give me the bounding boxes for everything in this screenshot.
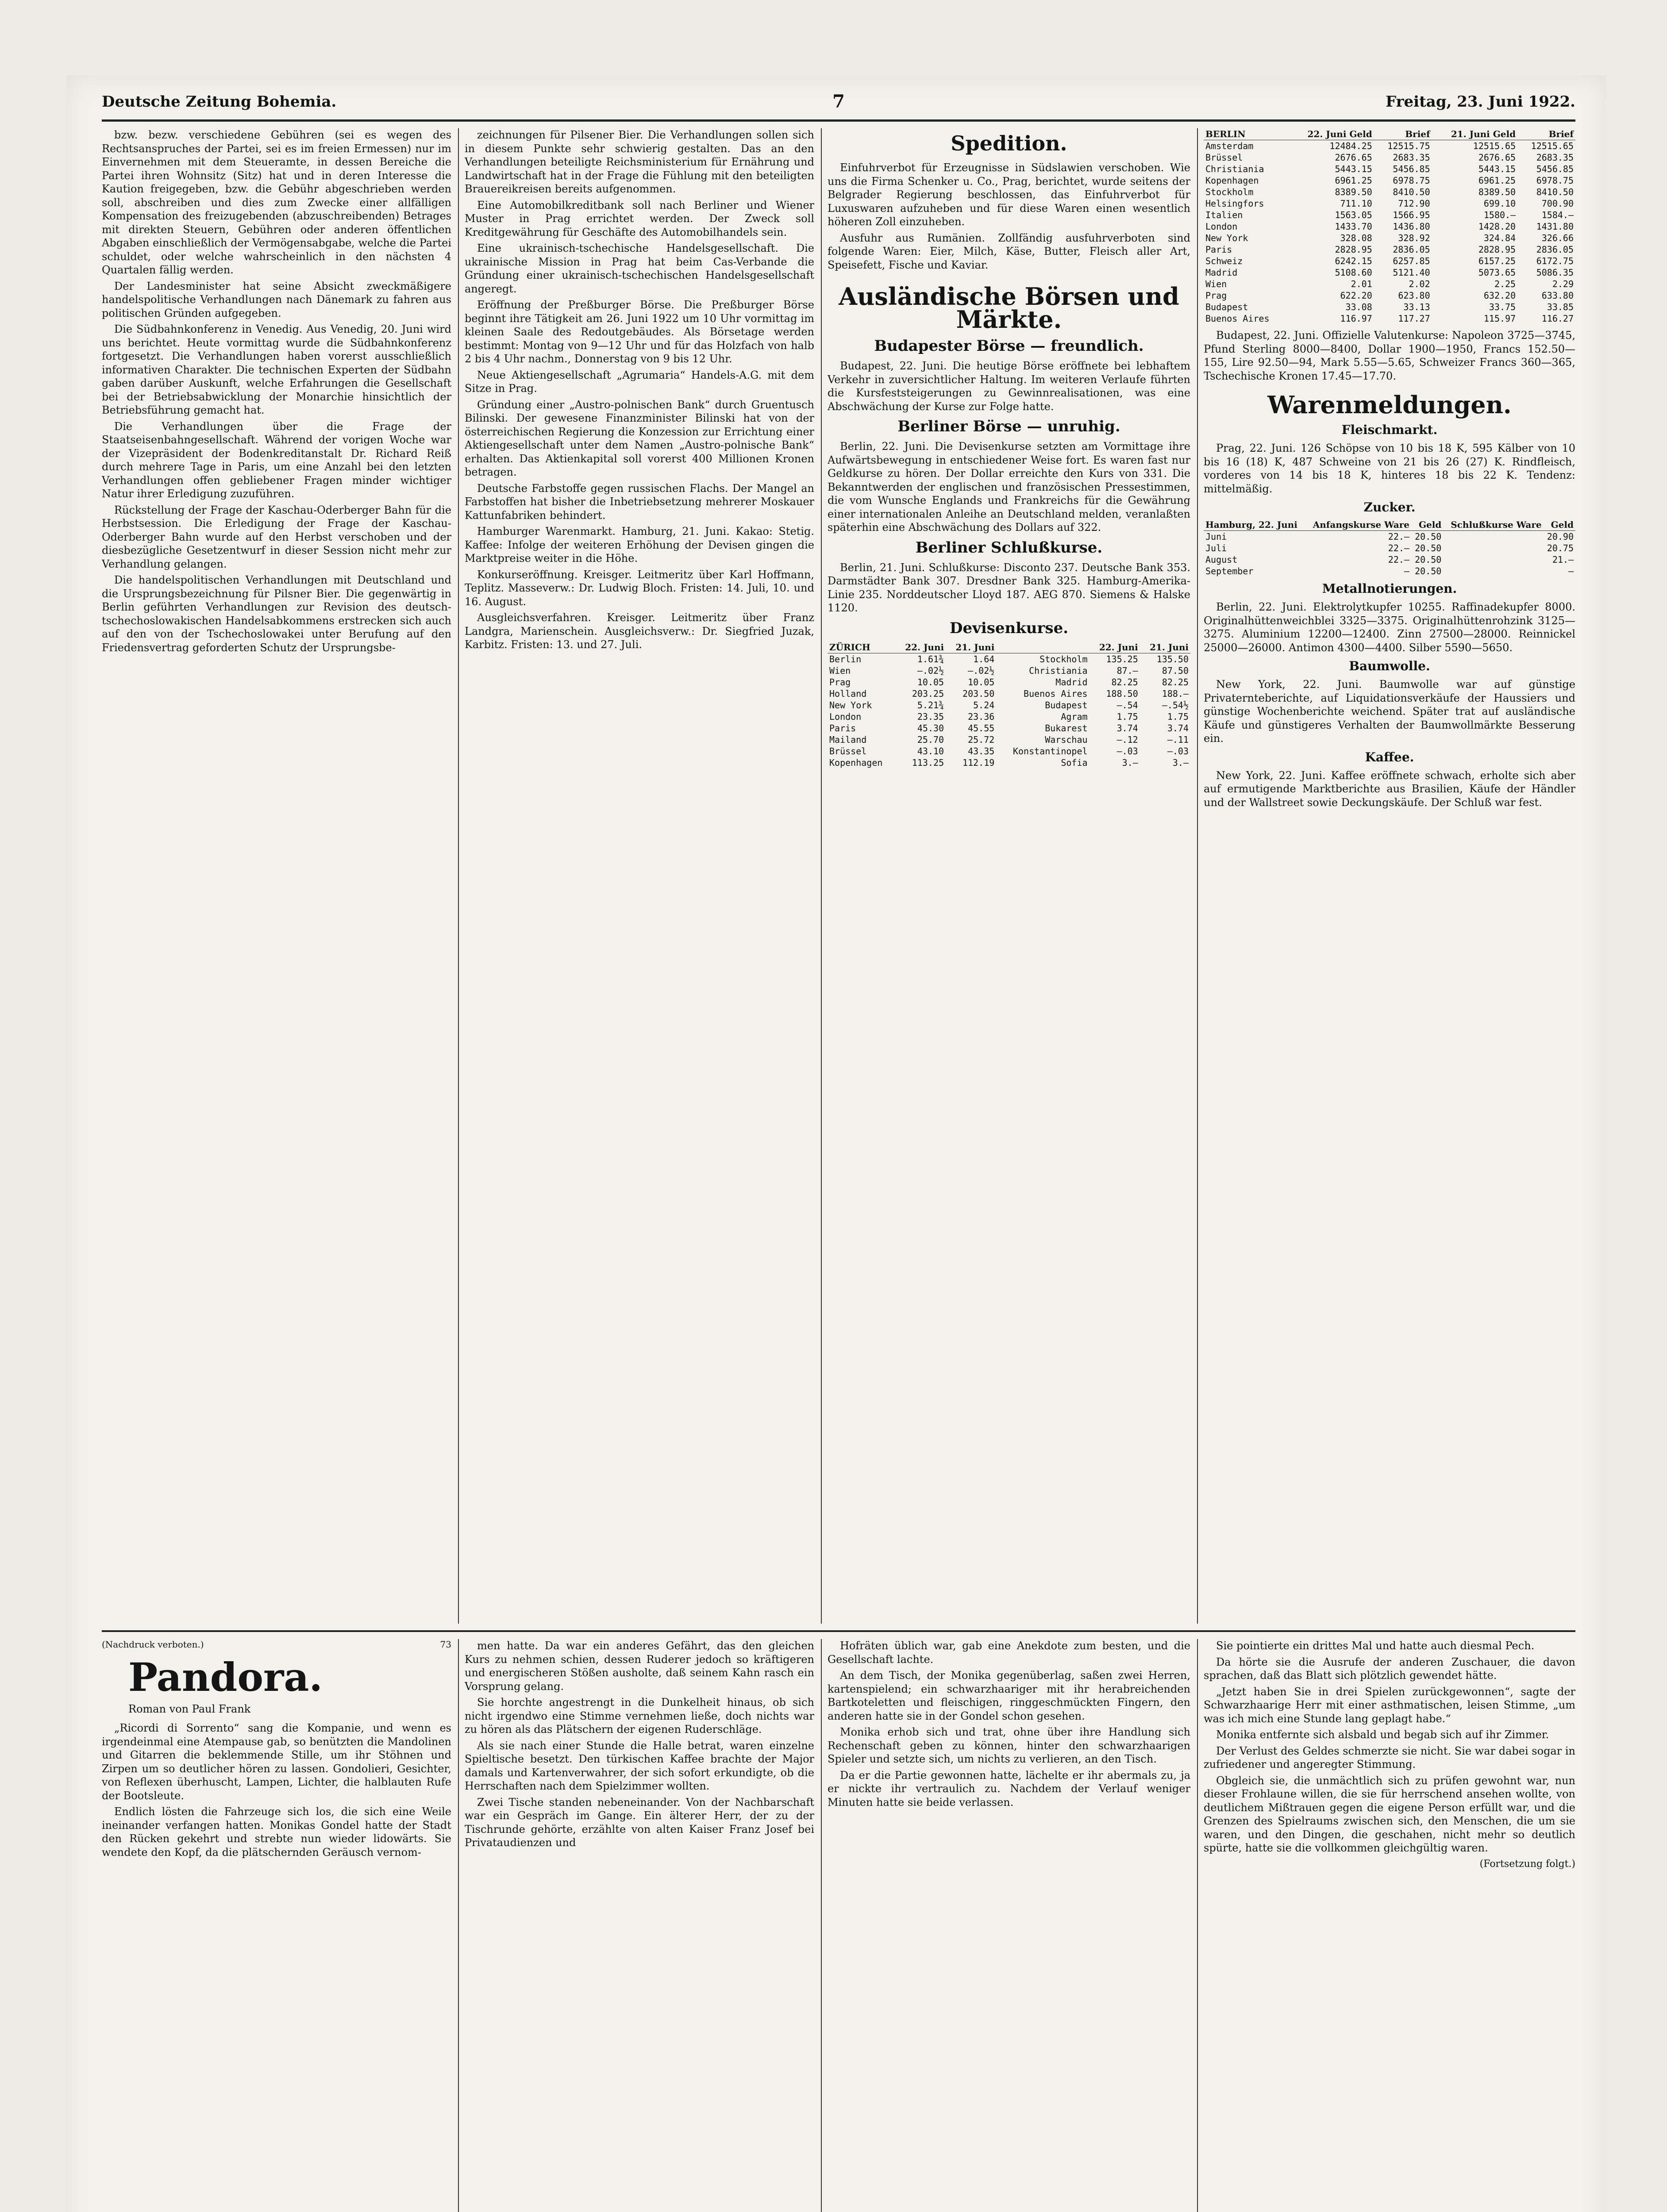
- table-row: [828, 665, 1190, 676]
- novel-paragraph: Obgleich sie, die unmächtlich sich zu prüfen gewohnt war, nun dieser Frohlaune willen, die sie für herrschend ansehen wollte, von deutlichem Mißtrauen gegen die eigene Person erfüllt war, und die Grenzen des Spielraums zwischen sich, den Menschen, die um sie waren, und den Dingen, die geschahen, nicht mehr so deutlich spürte, hatte sie die vollkommen gleichgültig waren.: [1204, 1774, 1575, 1854]
- novel-paragraph: Sie horchte angestrengt in die Dunkelheit hinaus, ob sich nicht irgendwo eine Stimme vernehmen ließe, doch nichts war zu hören als das Plätschern der eigenen Ruderschläge.: [465, 1696, 814, 1736]
- novel-paragraph: Endlich lösten die Fahrzeuge sich los, die sich eine Weile ineinander verfangen hatten. Monikas Gondel hatte der Stadt den Rücken gekehrt und strebte nun wieder lidowärts. Sie wendete den Kopf, da die plätschernden Geräusch vernom-: [102, 1805, 451, 1859]
- table-cell: 5108.60: [1335, 267, 1372, 278]
- table-cell: 633.80: [1541, 290, 1574, 301]
- continuation-note: (Fortsetzung folgt.): [1479, 1858, 1575, 1870]
- table-row: [1204, 209, 1575, 221]
- table-body: [828, 653, 1190, 768]
- table-cell: 711.10: [1340, 198, 1372, 209]
- table-row: [828, 722, 1190, 734]
- article-paragraph: Berlin, 22. Juni. Elektrolytkupfer 10255. Raffinadekupfer 8000. Originalhüttenweichblei 3325—3375. Originalhüttenrohzink 3125—3275. Aluminium 12200—12400. Zinn 27500—28000. Reinnickel 25000—26000. Antimon 4300—4400. Silber 5590—5650.: [1204, 601, 1575, 654]
- novel-paragraph: Sie pointierte ein drittes Mal und hatte auch diesmal Pech.: [1216, 1640, 1535, 1652]
- feuilleton-col-a: [102, 1639, 451, 2212]
- table-cell: 12515.65: [1531, 141, 1574, 151]
- table-cell: Amsterdam: [1205, 141, 1254, 151]
- table-cell: 20.50: [1415, 531, 1442, 542]
- table-cell: 2.25: [1494, 279, 1516, 289]
- table-header-row: [1204, 128, 1575, 140]
- table-cell: 1436.80: [1393, 221, 1430, 232]
- table-cell: 117.27: [1398, 313, 1430, 324]
- column-3: [828, 128, 1190, 1624]
- table-cell: 2683.35: [1393, 152, 1430, 163]
- table-cell: Holland: [829, 688, 867, 699]
- table-cell: Buenos Aires: [1024, 688, 1088, 699]
- table-cell: 6978.75: [1536, 175, 1574, 186]
- subheading: Budapester Börse — freundlich.: [874, 337, 1144, 355]
- column-rule: [1197, 128, 1198, 1624]
- table-cell: 43.35: [968, 745, 995, 757]
- table-cell: —.02½: [917, 665, 944, 676]
- table-cell: August: [1205, 554, 1238, 565]
- devisen-table: [828, 641, 1190, 768]
- table-row: [828, 653, 1190, 665]
- table-row: [828, 711, 1190, 722]
- table-cell: [1443, 554, 1543, 565]
- table-cell: 622.20: [1340, 290, 1372, 301]
- table-row: [1204, 221, 1575, 232]
- table-cell: 1566.95: [1393, 210, 1430, 220]
- column-rule: [821, 1639, 822, 2212]
- table-cell: —: [1404, 566, 1409, 576]
- column-rule: [458, 128, 459, 1624]
- page-number: 7: [832, 91, 845, 112]
- table-cell: 82.25: [1162, 676, 1189, 687]
- table-cell: 6978.75: [1393, 175, 1430, 186]
- table-cell: Christiania: [1205, 164, 1264, 174]
- table-cell: 87.—: [1116, 665, 1138, 676]
- table-cell: 8389.50: [1335, 187, 1372, 197]
- table-cell: New York: [1205, 233, 1248, 243]
- table-cell: 6961.25: [1478, 175, 1516, 186]
- table-cell: London: [1205, 221, 1238, 232]
- table-row: [1204, 565, 1575, 577]
- table-cell: 116.97: [1340, 313, 1372, 324]
- table-cell: London: [829, 711, 862, 722]
- table-cell: 115.97: [1483, 313, 1516, 324]
- table-header: BERLIN: [1204, 128, 1288, 140]
- article-paragraph: Prag, 22. Juni. 126 Schöpse von 10 bis 18 K, 595 Kälber von 10 bis 16 (18) K, 487 Schweine von 21 bis 26 (27) K. Rindfleisch, vorderes von 14 bis 18 K, hinteres 18 bis 22 K. Tendenz: mittelmäßig.: [1204, 442, 1575, 495]
- table-cell: Konstantinopel: [1013, 745, 1088, 757]
- table-row: [1204, 267, 1575, 278]
- table-cell: 12484.25: [1329, 141, 1372, 151]
- table-cell: [1443, 531, 1543, 543]
- table-cell: 2683.35: [1536, 152, 1574, 163]
- table-row: [1204, 290, 1575, 301]
- article-paragraph: Ausfuhr aus Rumänien. Zollfändig ausfuhrverboten sind folgende Waren: Eier, Milch, Käse, Butter, Fleisch aller Art, Speisefett, Fische und Kaviar.: [828, 231, 1190, 271]
- novel-paragraph: Da er die Partie gewonnen hatte, lächelte er ihr abermals zu, ja er nickte ihr vertraulich zu. Nachdem der Verlauf weniger Minuten hatte sie beide verlassen.: [828, 1769, 1190, 1809]
- table-cell: 25.70: [917, 734, 944, 745]
- table-cell: 20.50: [1415, 566, 1442, 576]
- table-cell: 712.90: [1398, 198, 1430, 209]
- table-row: [1204, 152, 1575, 163]
- table-header: 21. Juni: [946, 641, 996, 653]
- table-cell: 1431.80: [1536, 221, 1574, 232]
- table-row: [828, 688, 1190, 699]
- table-cell: Madrid: [1055, 676, 1088, 687]
- table-cell: 22.—: [1388, 531, 1409, 542]
- table-cell: Agram: [1061, 711, 1088, 722]
- feuilleton-col-d: [1204, 1639, 1575, 2212]
- table-cell: 135.50: [1156, 653, 1189, 664]
- article-paragraph: Neue Aktiengesellschaft „Agrumaria“ Handels-A.G. mit dem Sitze in Prag.: [465, 369, 814, 395]
- feuilleton-col-c: [828, 1639, 1190, 2212]
- table-cell: 113.25: [912, 757, 944, 768]
- article-paragraph: Eine ukrainisch-tschechische Handelsgesellschaft. Die ukrainische Mission in Prag hat beim Cas-Verbande die Gründung einer ukrainisch-tschechischen Handelsgesellschaft angeregt.: [465, 242, 814, 295]
- table-cell: 2.02: [1409, 279, 1430, 289]
- table-cell: 10.05: [917, 676, 944, 687]
- table-row: [1204, 531, 1575, 543]
- table-cell: 1.64: [973, 653, 995, 664]
- table-cell: 21.—: [1552, 554, 1574, 565]
- table-cell: 203.25: [912, 688, 944, 699]
- table-cell: 6172.75: [1536, 256, 1574, 266]
- table-cell: 45.30: [917, 722, 944, 733]
- table-cell: 6242.15: [1335, 256, 1372, 266]
- table-cell: 33.13: [1403, 302, 1430, 312]
- table-cell: —: [1568, 566, 1574, 576]
- article-paragraph: Die Südbahnkonferenz in Venedig. Aus Venedig, 20. Juni wird uns berichtet. Heute vormittag wurde die Südbahnkonferenz fortgesetzt. Die Verhandlungen haben vorerst ausschließlich informativen Charakter. Die technischen Experten der Südbahn gaben darüber Auskunft, welche Erfahrungen die Gesellschaft bei der Betriebsabwicklung der Monarchie hinsichtlich der Betriebsführung gemacht hat.: [102, 323, 451, 416]
- feuilleton-col-b: [465, 1639, 814, 2212]
- table-cell: Christiania: [1029, 665, 1088, 676]
- table-cell: 2676.65: [1478, 152, 1516, 163]
- column-4: [1204, 128, 1575, 1624]
- column-rule: [458, 1639, 459, 2212]
- table-row: [1204, 278, 1575, 290]
- table-cell: Madrid: [1205, 267, 1238, 278]
- table-body: [1204, 531, 1575, 577]
- table-row: [828, 699, 1190, 711]
- table-cell: 10.05: [968, 676, 995, 687]
- berlin-devisen-table: [1204, 128, 1575, 324]
- table-cell: 5.21¾: [917, 699, 944, 710]
- table-cell: 20.50: [1415, 554, 1442, 565]
- section-heading: Ausländische Börsen und Märkte.: [839, 282, 1179, 334]
- table-cell: Brüssel: [829, 745, 867, 757]
- novel-paragraph: „Ricordi di Sorrento“ sang die Kompanie, und wenn es irgendeinmal eine Atempause gab, so benützten die Mandolinen und Gitarren die beklemmende Stille, um ihr Stöhnen und Zirpen um so deutlicher hören zu lassen. Gondolieri, Gesichter, von Reflexen überhuscht, Lampen, Lichter, die halblauten Rufe der Bootsleute.: [102, 1722, 451, 1802]
- table-cell: —.02½: [968, 665, 995, 676]
- table-cell: Sofia: [1061, 757, 1088, 768]
- table-row: [1204, 198, 1575, 209]
- table-cell: 5073.65: [1478, 267, 1516, 278]
- table-cell: 3.—: [1172, 757, 1189, 768]
- subheading: Metallnotierungen.: [1322, 581, 1457, 596]
- table-cell: 2676.65: [1335, 152, 1372, 163]
- article-paragraph: Der Landesminister hat seine Absicht zweckmäßigere handelspolitische Verhandlungen nach Dänemark zu fahren aus politischen Gründen aufgegeben.: [102, 280, 451, 319]
- table-cell: 20.75: [1547, 543, 1574, 553]
- novel-paragraph: Hofräten üblich war, gab eine Anekdote zum besten, und die Gesellschaft lachte.: [828, 1640, 1190, 1666]
- table-cell: 8389.50: [1478, 187, 1516, 197]
- issue-date: Freitag, 23. Juni 1922.: [1386, 93, 1575, 111]
- table-header: ZÜRICH: [828, 641, 895, 653]
- novel-paragraph: Monika erhob sich und trat, ohne über ihre Handlung sich Rechenschaft geben zu können, hinter den schwarzhaarigen Spieler und setzte sich, um nichts zu verlieren, an den Tisch.: [828, 1726, 1190, 1765]
- table-row: [1204, 542, 1575, 554]
- table-cell: 1428.20: [1478, 221, 1516, 232]
- table-cell: 1.75: [1116, 711, 1138, 722]
- article-paragraph: Die handelspolitischen Verhandlungen mit Deutschland und die Ursprungsbezeichnung für Pilsner Bier. Die gegenwärtig in Berlin geführten Verhandlungen zur Revision des deutsch-tschechoslowakischen Handelsabkommens erstrecken sich auch auf den von der Tschechoslowakei unter Berufung auf den Friedensvertrag geforderten Schutz der Ursprungsbe-: [102, 574, 451, 654]
- table-cell: Budapest: [1045, 699, 1088, 710]
- table-cell: 8410.50: [1536, 187, 1574, 197]
- table-header: Brief: [1374, 128, 1432, 140]
- article-paragraph: Hamburger Warenmarkt. Hamburg, 21. Juni. Kakao: Stetig. Kaffee: Infolge der weiteren Erhöhung der Devisen gingen die Marktpreise weiter in die Höhe.: [465, 525, 814, 565]
- table-cell: 1563.05: [1335, 210, 1372, 220]
- table-row: [1204, 313, 1575, 324]
- table-cell: Stockholm: [1039, 653, 1088, 664]
- table-cell: Prag: [1205, 290, 1227, 301]
- column-rule: [821, 128, 822, 1624]
- table-cell: 5443.15: [1335, 164, 1372, 174]
- table-cell: Prag: [829, 676, 851, 687]
- table-cell: 3.—: [1122, 757, 1138, 768]
- table-header: Brief: [1517, 128, 1575, 140]
- novel-paragraph: Zwei Tische standen nebeneinander. Von der Nachbarschaft war ein Gespräch im Gange. Ein älterer Herr, der zu der Tischrunde gehörte, erzählte von alten Kaiser Franz Josef bei Privataudienzen und: [465, 1796, 814, 1849]
- table-cell: Warschau: [1045, 734, 1088, 745]
- table-cell: Schweiz: [1205, 256, 1243, 266]
- novel-byline: Roman von Paul Frank: [128, 1703, 251, 1715]
- table-cell: September: [1205, 566, 1254, 576]
- table-cell: 20.50: [1415, 543, 1442, 553]
- table-cell: 203.50: [962, 688, 995, 699]
- novel-paragraph: Da hörte sie die Ausrufe der anderen Zuschauer, die davon sprachen, daß das Blatt sich plötzlich gewendet hätte.: [1204, 1655, 1575, 1682]
- table-cell: 6257.85: [1393, 256, 1430, 266]
- section-heading: Spedition.: [951, 131, 1067, 155]
- table-header: Geld: [1544, 519, 1575, 531]
- table-row: [828, 734, 1190, 745]
- column-2: [465, 128, 814, 1624]
- table-cell: —.54: [1116, 699, 1138, 710]
- table-cell: 8410.50: [1393, 187, 1430, 197]
- article-paragraph: bzw. bezw. verschiedene Gebühren (sei es wegen des Rechtsanspruches der Partei, sei es im freien Ermessen) nur im Einvernehmen mit dem Steueramte, in dessen Bereiche die Partei ihren Wohnsitz (Sitz) hat und in deren Interesse die Kaution freigegeben, bzw. die Gebühr abgeschrieben werden soll, abschreiben und dies zum Zwecke einer allfälligen Kompensation des freizugebenden (abzuschreibenden) Betrages mit direkten Steuern, Gebühren oder anderen öffentlichen Abgaben einschließlich der Vermögensabgabe, welche die Partei schuldet, oder welche wahrscheinlich in den nächsten 4 Quartalen fällig werden.: [102, 129, 451, 276]
- table-cell: 3.74: [1167, 722, 1189, 733]
- table-cell: —.03: [1167, 745, 1189, 757]
- table-header: Hamburg, 22. Juni: [1204, 519, 1305, 531]
- masthead: [102, 88, 1575, 122]
- article-paragraph: Ausgleichsverfahren. Kreisger. Leitmeritz über Franz Landgra, Marienschein. Ausgleichsverw.: Dr. Siegfried Juzak, Karbitz. Fristen: 13. und 27. Juli.: [465, 611, 814, 651]
- table-header: 21. Juni: [1140, 641, 1190, 653]
- table-header: [996, 641, 1089, 653]
- table-cell: —.54½: [1162, 699, 1189, 710]
- column-1: [102, 128, 451, 1624]
- novel-title: Pandora.: [128, 1654, 323, 1700]
- reprint-notice: (Nachdruck verboten.): [102, 1639, 204, 1650]
- table-cell: 632.20: [1483, 290, 1516, 301]
- table-row: [1204, 175, 1575, 186]
- table-cell: 22.—: [1388, 543, 1409, 553]
- installment-number: 73: [440, 1639, 451, 1650]
- table-cell: 2836.05: [1393, 244, 1430, 255]
- subheading: Fleischmarkt.: [1341, 422, 1438, 437]
- table-row: [1204, 163, 1575, 175]
- article-paragraph: Eröffnung der Preßburger Börse. Die Preßburger Börse beginnt ihre Tätigkeit am 26. Juni 1922 um 10 Uhr vormittag im kleinen Saale des Redoutgebäudes. Als Börsetage werden bestimmt: Montag von 9—12 Uhr und für das Holzfach von halb 2 bis 4 Uhr nachm., Donnerstag von 9 bis 12 Uhr.: [465, 299, 814, 365]
- table-header-row: [1204, 519, 1575, 531]
- novel-paragraph: „Jetzt haben Sie in drei Spielen zurückgewonnen“, sagte der Schwarzhaarige Herr mit einer asthmatischen, leisen Stimme, „um was ich mich eine Stunde lang geplagt habe.“: [1204, 1685, 1575, 1725]
- novel-paragraph: men hatte. Da war ein anderes Gefährt, das den gleichen Kurs zu nehmen schien, dessen Ruderer jedoch so kräftigeren und energischeren Stößen ausholte, daß seinem Kahn rasch ein Vorsprung gelang.: [465, 1640, 814, 1693]
- table-row: [1204, 554, 1575, 565]
- table-row: [1204, 244, 1575, 255]
- table-row: [1204, 301, 1575, 313]
- table-cell: 699.10: [1483, 198, 1516, 209]
- table-header: Anfangskurse Ware: [1305, 519, 1411, 531]
- table-cell: Helsingfors: [1205, 198, 1264, 209]
- table-cell: 116.27: [1541, 313, 1574, 324]
- table-row: [828, 757, 1190, 768]
- table-cell: 1.61¾: [917, 653, 944, 664]
- table-cell: Wien: [829, 665, 851, 676]
- subheading: Kaffee.: [1365, 749, 1414, 764]
- article-paragraph: Budapest, 22. Juni. Offizielle Valutenkurse: Napoleon 3725—3745, Pfund Sterling 8000—8400, Dollar 1900—1950, Francs 152.50—155, Lire 92.50—94, Mark 5.55—5.65, Schweizer Francs 360—365, Tschechische Kronen 17.45—17.70.: [1204, 329, 1575, 382]
- table-cell: Paris: [829, 722, 856, 733]
- table-cell: 5456.85: [1393, 164, 1430, 174]
- table-row: [1204, 232, 1575, 244]
- article-paragraph: Gründung einer „Austro-polnischen Bank“ durch Gruentusch Bilinski. Der gewesene Finanzminister Bilinski hat von der österreichischen Regierung die Konzession zur Errichtung einer Aktiengesellschaft unter dem Namen „Austro-polnische Bank“ erhalten. Das Aktienkapital soll vorerst 400 Millionen Kronen betragen.: [465, 398, 814, 478]
- table-header: 21. Juni Geld: [1432, 128, 1517, 140]
- table-cell: Paris: [1205, 244, 1232, 255]
- table-row: [828, 676, 1190, 688]
- table-cell: 3.74: [1116, 722, 1138, 733]
- table-cell: 23.35: [917, 711, 944, 722]
- table-cell: [1443, 542, 1543, 554]
- table-row: [828, 745, 1190, 757]
- newspaper-name: Deutsche Zeitung Bohemia.: [102, 93, 337, 111]
- table-cell: 33.08: [1345, 302, 1372, 312]
- table-cell: Brüssel: [1205, 152, 1243, 163]
- table-header: 22. Juni: [1090, 641, 1140, 653]
- article-paragraph: Einfuhrverbot für Erzeugnisse in Südslawien verschoben. Wie uns die Firma Schenker u. Co., Prag, berichtet, wurde seitens der Belgrader Regierung beschlossen, das Einfuhrverbot für Luxuswaren aufzuheben und für diese Waren einen wesentlich höheren Zoll einzuheben.: [828, 161, 1190, 228]
- table-cell: New York: [829, 699, 872, 710]
- article-paragraph: Eine Automobilkreditbank soll nach Berliner und Wiener Muster in Prag errichtet werden. Der Zweck soll Kreditgewährung für Geschäfte des Automobilhandels sein.: [465, 199, 814, 238]
- subheading: Zucker.: [1363, 500, 1416, 515]
- table-cell: 12515.65: [1473, 141, 1516, 151]
- novel-paragraph: Monika entfernte sich alsbald und begab sich auf ihr Zimmer.: [1216, 1728, 1549, 1741]
- table-cell: 1433.70: [1335, 221, 1372, 232]
- novel-paragraph: Als sie nach einer Stunde die Halle betrat, waren einzelne Spieltische besetzt. Den türkischen Kaffee brachte der Major damals und Kartenverwahrer, der sich sofort erkundigte, ob die Herrschaften nach dem Spielzimmer wollten.: [465, 1739, 814, 1792]
- table-cell: —.11: [1167, 734, 1189, 745]
- table-cell: 22.—: [1388, 554, 1409, 565]
- table-cell: 623.80: [1398, 290, 1430, 301]
- table-cell: 324.84: [1483, 233, 1516, 243]
- subheading: Berliner Börse — unruhig.: [897, 418, 1120, 435]
- table-cell: 1580.—: [1483, 210, 1516, 220]
- table-cell: 6961.25: [1335, 175, 1372, 186]
- table-cell: 23.36: [968, 711, 995, 722]
- subheading: Baumwolle.: [1349, 659, 1430, 673]
- table-cell: 328.08: [1340, 233, 1372, 243]
- reprint-note: [102, 1639, 451, 1650]
- table-row: [1204, 140, 1575, 152]
- table-cell: Kopenhagen: [1205, 175, 1259, 186]
- table-cell: 87.50: [1162, 665, 1189, 676]
- table-cell: 135.25: [1106, 653, 1138, 664]
- table-cell: —.12: [1116, 734, 1138, 745]
- table-cell: Berlin: [829, 653, 862, 664]
- table-cell: 82.25: [1111, 676, 1138, 687]
- table-cell: 5086.35: [1536, 267, 1574, 278]
- table-cell: 2.29: [1552, 279, 1574, 289]
- table-cell: 2828.95: [1335, 244, 1372, 255]
- table-cell: 6157.25: [1478, 256, 1516, 266]
- section-heading: Warenmeldungen.: [1267, 391, 1512, 419]
- table-cell: 1.75: [1167, 711, 1189, 722]
- article-paragraph: Berlin, 21. Juni. Schlußkurse: Disconto 237. Deutsche Bank 353. Darmstädter Bank 307. Dresdner Bank 325. Hamburg-Amerika-Linie 235. Norddeutscher Lloyd 187. AEG 870. Siemens & Halske 1120.: [828, 561, 1190, 614]
- table-header: 22. Juni Geld: [1288, 128, 1374, 140]
- table-row: [1204, 255, 1575, 267]
- article-paragraph: Berlin, 22. Juni. Die Devisenkurse setzten am Vormittage ihre Aufwärtsbewegung in entschiedener Weise fort. Es waren fast nur Geldkurse zu hören. Der Dollar erreichte den Kurs von 331. Die Bekanntwerden der englischen und französischen Pressestimmen, die vom Wunsche Englands und Frankreichs für die Gewährung einer internationalen Anleihe an Deutschland melden, veranlaßten späterhin eine Abschwächung des Dollars auf 322.: [828, 440, 1190, 534]
- table-cell: 328.92: [1398, 233, 1430, 243]
- zucker-table: [1204, 519, 1575, 577]
- article-paragraph: Rückstellung der Frage der Kaschau-Oderberger Bahn für die Herbstsession. Die Erledigung der Frage der Kaschau-Oderberger Bahn wurde auf den Herbst verschoben und der diesbezügliche Gesetzentwurf in dieser Session nicht mehr zur Verhandlung gelangen.: [102, 503, 451, 570]
- table-cell: [1443, 565, 1543, 577]
- table-cell: 33.75: [1489, 302, 1516, 312]
- table-cell: 2.01: [1351, 279, 1372, 289]
- table-cell: 188.50: [1106, 688, 1138, 699]
- table-cell: Wien: [1205, 279, 1227, 289]
- feuilleton-rule: [102, 1630, 1575, 1632]
- table-cell: 43.10: [917, 745, 944, 757]
- table-cell: Buenos Aires: [1205, 313, 1270, 324]
- table-cell: 188.—: [1162, 688, 1189, 699]
- table-cell: Kopenhagen: [829, 757, 883, 768]
- article-paragraph: New York, 22. Juni. Kaffee eröffnete schwach, erholte sich aber auf ermutigende Marktberichte aus Brasilien, Käufe der Händler und der Wallstreet sowie Deckungskäufe. Der Schluß war fest.: [1204, 769, 1575, 809]
- subheading: Devisenkurse.: [949, 619, 1069, 637]
- article-paragraph: zeichnungen für Pilsener Bier. Die Verhandlungen sollen sich in diesem Punkte sehr schwierig gestalten. Das an den Verhandlungen beteiligte Reichsministerium für Ernährung und Landwirtschaft hat in der Frage die Fühlung mit den beteiligten Brauereikreisen bereits aufgenommen.: [465, 129, 814, 195]
- table-cell: 5443.15: [1478, 164, 1516, 174]
- table-cell: 2828.95: [1478, 244, 1516, 255]
- table-cell: 326.66: [1541, 233, 1574, 243]
- table-cell: 700.90: [1541, 198, 1574, 209]
- table-cell: 2836.05: [1536, 244, 1574, 255]
- article-paragraph: Die Verhandlungen über die Frage der Staatseisenbahngesellschaft. Während der vorigen Woche war der Vizepräsident der Bodenkreditanstalt Dr. Richard Reiß durch mehrere Tage in Paris, um eine Anzahl bei den letzten Verhandlungen offen gebliebener Fragen minder wichtiger Natur ihrer Erledigung zuzuführen.: [102, 420, 451, 500]
- table-cell: 20.90: [1547, 531, 1574, 542]
- table-cell: 33.85: [1547, 302, 1574, 312]
- table-cell: 5121.40: [1393, 267, 1430, 278]
- novel-paragraph: Der Verlust des Geldes schmerzte sie nicht. Sie war dabei sogar in zufriedener und angeregter Stimmung.: [1204, 1744, 1575, 1770]
- table-cell: Bukarest: [1045, 722, 1088, 733]
- table-cell: Juni: [1205, 531, 1227, 542]
- table-cell: Juli: [1205, 543, 1227, 553]
- table-cell: 1584.—: [1541, 210, 1574, 220]
- column-rule: [1197, 1639, 1198, 2212]
- table-cell: 112.19: [962, 757, 995, 768]
- article-paragraph: Deutsche Farbstoffe gegen russischen Flachs. Der Mangel an Farbstoffen hat bisher die Inbetriebsetzung mehrerer Moskauer Kattunfabriken behindert.: [465, 482, 814, 522]
- newspaper-page: [66, 75, 1606, 2212]
- table-body: [1204, 140, 1575, 325]
- table-cell: 25.72: [968, 734, 995, 745]
- table-cell: —.03: [1116, 745, 1138, 757]
- table-cell: 5.24: [973, 699, 995, 710]
- table-cell: Stockholm: [1205, 187, 1254, 197]
- table-cell: 45.55: [968, 722, 995, 733]
- article-paragraph: Konkurseröffnung. Kreisger. Leitmeritz über Karl Hoffmann, Teplitz. Masseverw.: Dr. Ludwig Bloch. Fristen: 14. Juli, 10. und 16. August.: [465, 568, 814, 608]
- table-row: [1204, 186, 1575, 198]
- table-cell: 12515.75: [1387, 141, 1430, 151]
- table-cell: 5456.85: [1536, 164, 1574, 174]
- novel-paragraph: An dem Tisch, der Monika gegenüberlag, saßen zwei Herren, kartenspielend; ein schwarzhaariger mit ihr herabreichenden Bartkoteletten und fleischigen, ringgeschmückten Fingern, den anderen hatte sie in der Gondel schon gesehen.: [828, 1669, 1190, 1722]
- table-cell: Mailand: [829, 734, 867, 745]
- article-paragraph: New York, 22. Juni. Baumwolle war auf günstige Privaternteberichte, auf Liquidationsverkäufe der Haussiers und günstige Wochenberichte weichend. Später trat auf ausländische Käufe und günstigeres Verhalten der Baumwollmärkte Besserung ein.: [1204, 678, 1575, 745]
- subheading: Berliner Schlußkurse.: [915, 538, 1103, 557]
- table-header-row: [828, 641, 1190, 653]
- table-header: Schlußkurse Ware: [1443, 519, 1543, 531]
- table-header: 22. Juni: [895, 641, 946, 653]
- table-cell: Budapest: [1205, 302, 1248, 312]
- article-paragraph: Budapest, 22. Juni. Die heutige Börse eröffnete bei lebhaftem Verkehr in zuversichtlicher Haltung. Im weiteren Verlaufe führten die Kursfeststeigerungen zu Gewinnrealisationen, was eine Abschwächung der Kurse zur Folge hatte.: [828, 360, 1190, 413]
- table-header: Geld: [1411, 519, 1443, 531]
- table-cell: Italien: [1205, 210, 1243, 220]
